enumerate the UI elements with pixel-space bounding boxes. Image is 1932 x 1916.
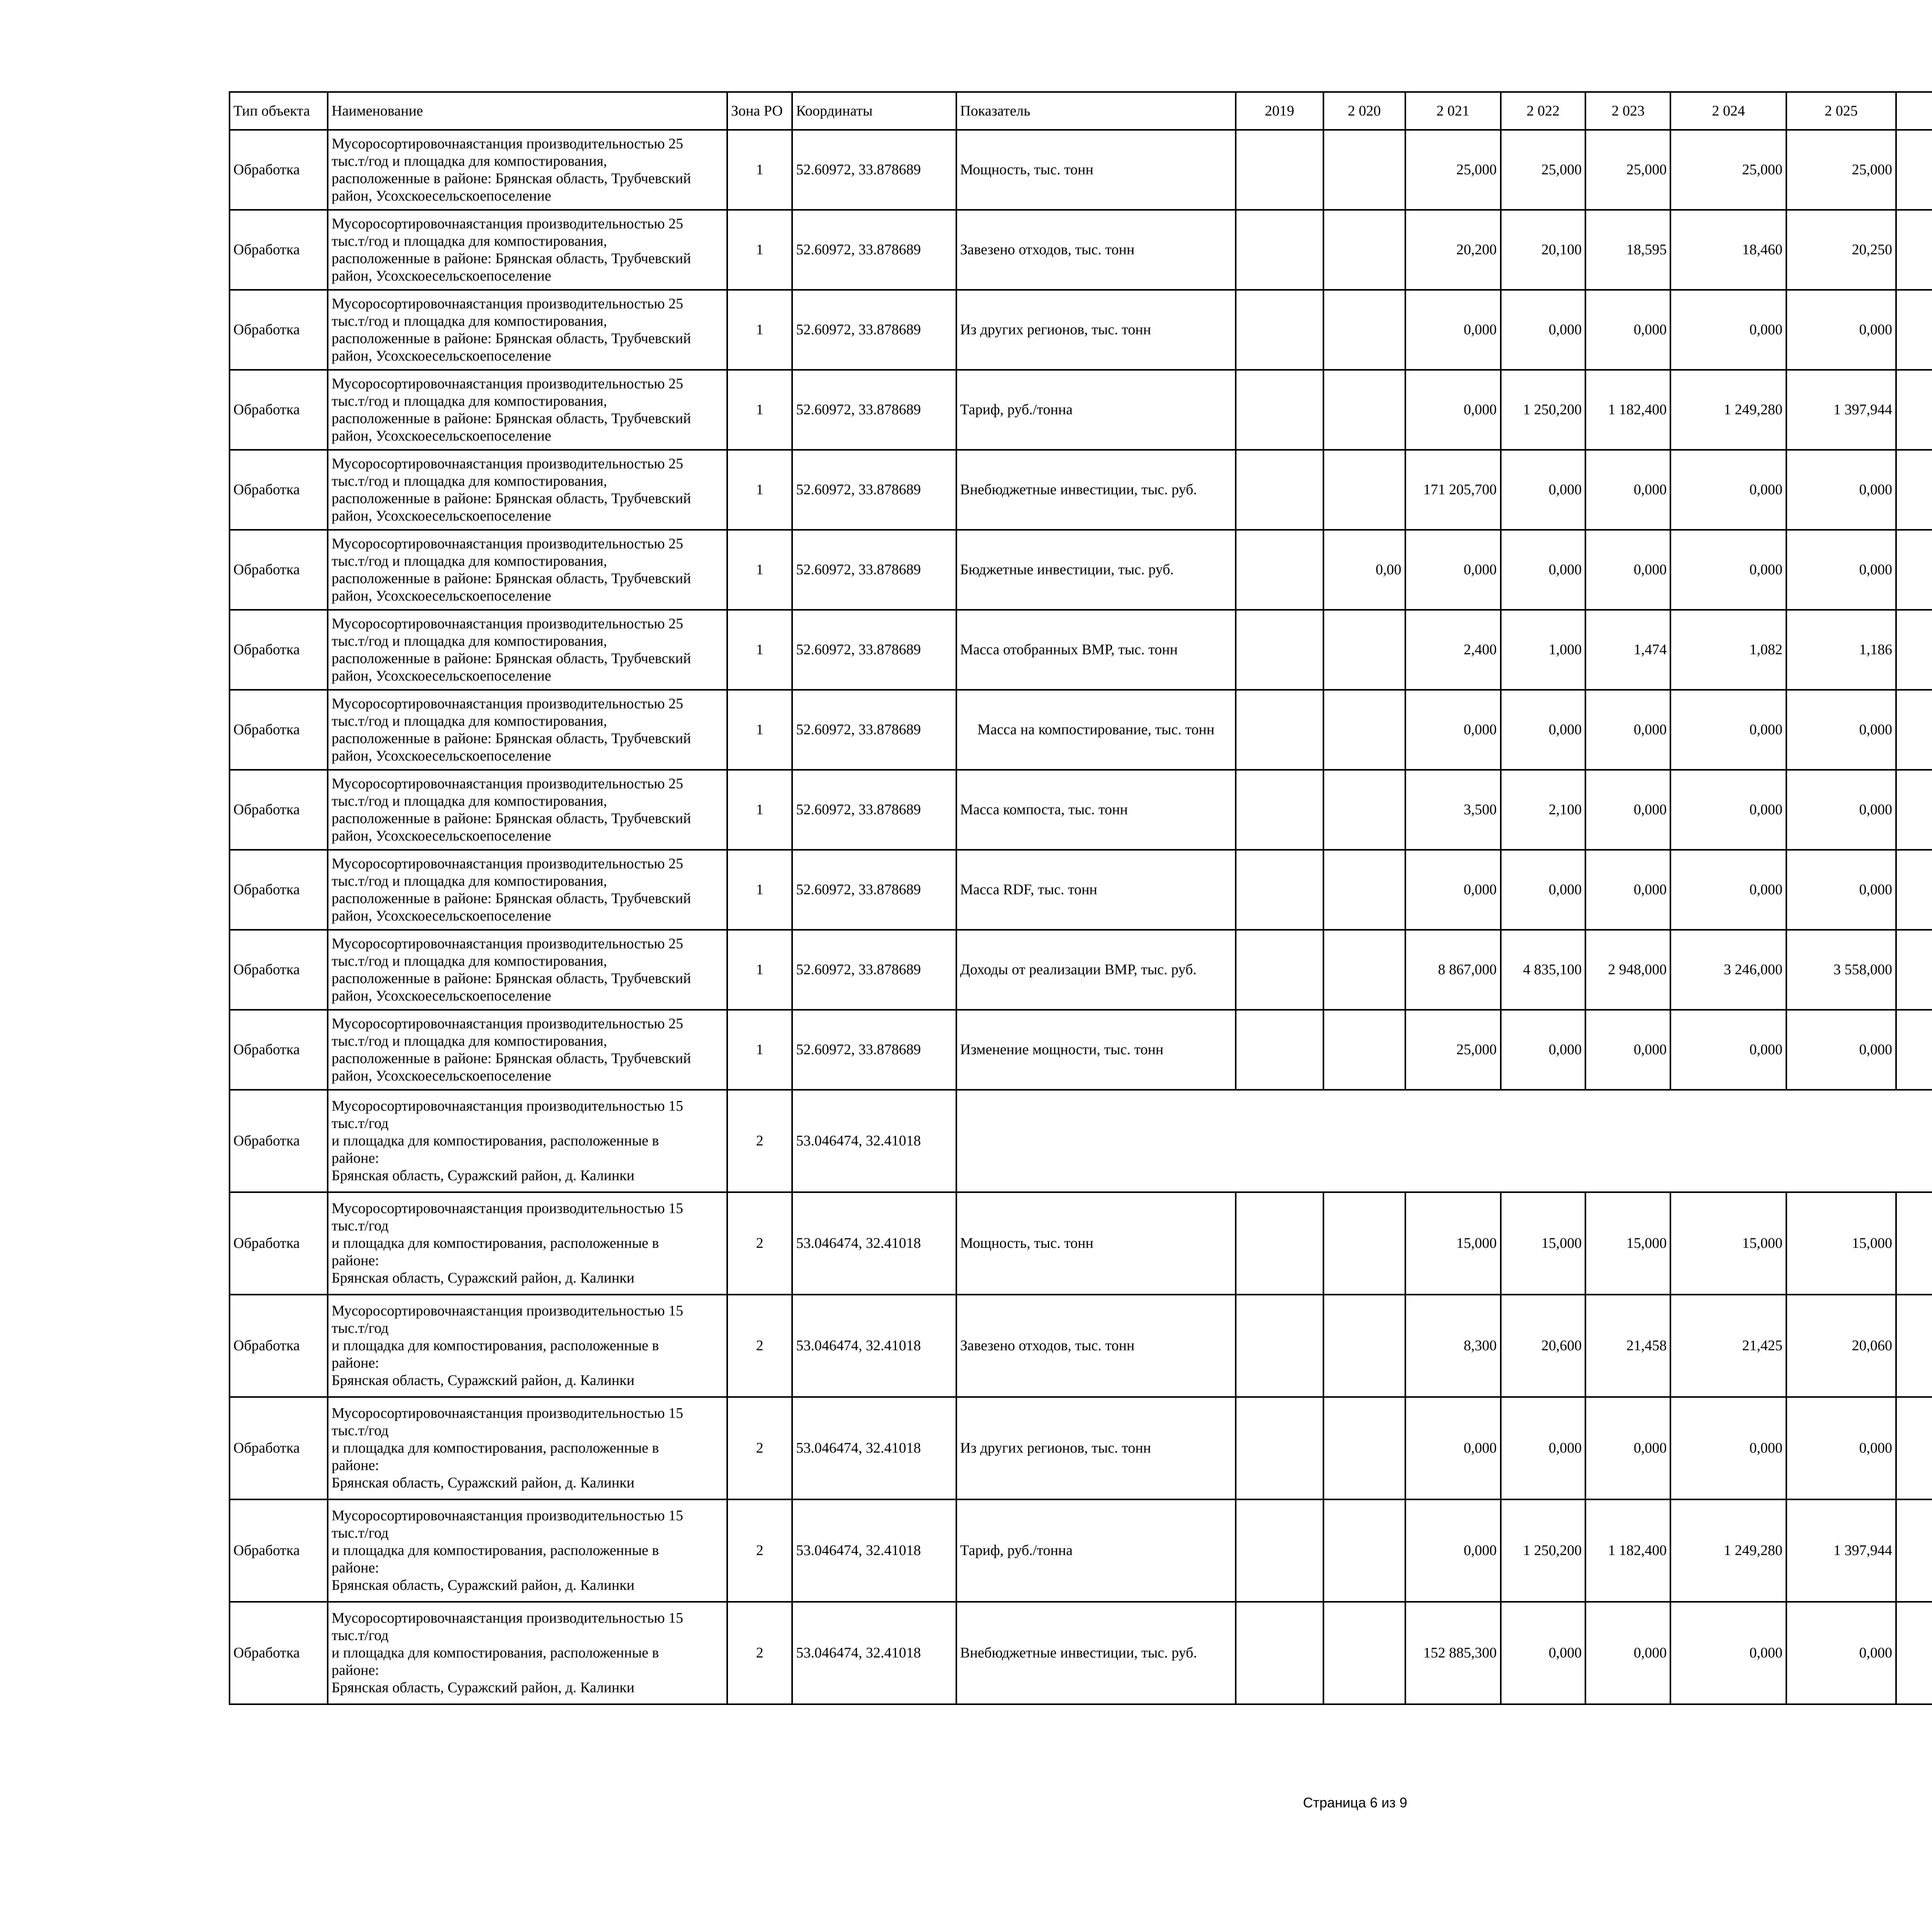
zone-cell: 1 <box>727 210 792 290</box>
value-cell: 21,425 <box>1670 1295 1786 1397</box>
object-type-cell: Обработка <box>230 1192 328 1295</box>
value-cell: 0,000 <box>1786 450 1896 530</box>
value-cell: 0,000 <box>1405 530 1501 610</box>
value-cell <box>1236 770 1323 850</box>
value-cell: 0,000 <box>1405 370 1501 450</box>
value-cell <box>1896 1499 1932 1602</box>
value-cell <box>1323 930 1405 1010</box>
value-cell <box>1236 1295 1323 1397</box>
value-cell <box>1896 850 1932 930</box>
table-row <box>230 530 1932 610</box>
coordinates-cell: 52.60972, 33.878689 <box>792 1010 956 1090</box>
value-cell: 15,000 <box>1670 1192 1786 1295</box>
zone-cell: 2 <box>727 1499 792 1602</box>
value-cell: 1 397,944 <box>1786 370 1896 450</box>
table-row <box>230 1602 1932 1704</box>
zone-cell: 2 <box>727 1192 792 1295</box>
object-type-cell: Обработка <box>230 210 328 290</box>
value-cell: 2,100 <box>1501 770 1586 850</box>
object-type-cell: Обработка <box>230 1499 328 1602</box>
col-header-year: 2019 <box>1236 92 1323 130</box>
col-header-coords: Координаты <box>792 92 956 130</box>
object-type-cell: Обработка <box>230 130 328 210</box>
value-cell: 0,000 <box>1786 770 1896 850</box>
value-cell: 20,100 <box>1501 210 1586 290</box>
value-cell: 0,000 <box>1585 530 1670 610</box>
table-row <box>230 1090 1932 1192</box>
value-cell <box>1896 450 1932 530</box>
value-cell <box>1236 610 1323 690</box>
zone-cell: 2 <box>727 1295 792 1397</box>
value-cell: 1 182,400 <box>1585 370 1670 450</box>
value-cell: 0,000 <box>1585 450 1670 530</box>
value-cell: 2 948,000 <box>1585 930 1670 1010</box>
object-type-cell: Обработка <box>230 770 328 850</box>
value-cell: 0,000 <box>1786 850 1896 930</box>
value-cell <box>1236 1010 1323 1090</box>
value-cell: 15,000 <box>1501 1192 1586 1295</box>
value-cell: 1 250,200 <box>1501 370 1586 450</box>
value-cell: 0,000 <box>1585 1602 1670 1704</box>
value-cell: 20,060 <box>1786 1295 1896 1397</box>
indicator-cell: Масса компоста, тыс. тонн <box>956 770 1236 850</box>
object-type-cell: Обработка <box>230 850 328 930</box>
value-cell: 3,500 <box>1405 770 1501 850</box>
value-cell: 0,000 <box>1670 1602 1786 1704</box>
value-cell <box>1236 370 1323 450</box>
indicator-cell: Масса отобранных ВМР, тыс. тонн <box>956 610 1236 690</box>
indicator-cell: Тариф, руб./тонна <box>956 370 1236 450</box>
value-cell: 25,000 <box>1585 130 1670 210</box>
value-cell: 25,000 <box>1405 130 1501 210</box>
value-cell: 0,000 <box>1501 530 1586 610</box>
object-type-cell: Обработка <box>230 1295 328 1397</box>
indicator-cell: Изменение мощности, тыс. тонн <box>956 1010 1236 1090</box>
value-cell: 0,000 <box>1786 1397 1896 1499</box>
value-cell: 0,000 <box>1786 1602 1896 1704</box>
value-cell <box>1896 1397 1932 1499</box>
value-cell: 15,000 <box>1405 1192 1501 1295</box>
value-cell <box>1236 130 1323 210</box>
value-cell: 0,000 <box>1786 690 1896 770</box>
value-cell: 0,000 <box>1585 1010 1670 1090</box>
object-name-cell: Мусоросортировочнаястанция производительностью 25 тыс.т/год и площадка для компостирования, расположенные в районе: Брянская область, Трубчевский район, Усохскоесельскоепоселение <box>328 450 727 530</box>
value-cell: 0,000 <box>1585 690 1670 770</box>
value-cell <box>1236 210 1323 290</box>
object-name-cell: Мусоросортировочнаястанция производительностью 25 тыс.т/год и площадка для компостирования, расположенные в районе: Брянская область, Трубчевский район, Усохскоесельскоепоселение <box>328 290 727 370</box>
value-cell <box>1896 1192 1932 1295</box>
table-row <box>230 1192 1932 1295</box>
table-row <box>230 210 1932 290</box>
value-cell: 1 249,280 <box>1670 370 1786 450</box>
value-cell: 1 397,944 <box>1786 1499 1896 1602</box>
value-cell: 8 867,000 <box>1405 930 1501 1010</box>
table-row <box>230 130 1932 210</box>
zone-cell: 1 <box>727 770 792 850</box>
value-cell <box>1896 1010 1932 1090</box>
coordinates-cell: 52.60972, 33.878689 <box>792 850 956 930</box>
table-row <box>230 290 1932 370</box>
value-cell <box>1323 770 1405 850</box>
value-cell: 0,000 <box>1585 290 1670 370</box>
col-header-zone: Зона РО <box>727 92 792 130</box>
value-cell: 18,595 <box>1585 210 1670 290</box>
value-cell: 0,00 <box>1323 530 1405 610</box>
value-cell: 8,300 <box>1405 1295 1501 1397</box>
value-cell <box>1236 930 1323 1010</box>
coordinates-cell: 52.60972, 33.878689 <box>792 210 956 290</box>
object-type-cell: Обработка <box>230 930 328 1010</box>
table-row <box>230 610 1932 690</box>
col-header-year: 2 021 <box>1405 92 1501 130</box>
value-cell: 171 205,700 <box>1405 450 1501 530</box>
value-cell <box>1323 210 1405 290</box>
indicator-cell: Масса RDF, тыс. тонн <box>956 850 1236 930</box>
value-cell <box>1896 1295 1932 1397</box>
value-cell: 25,000 <box>1786 130 1896 210</box>
object-type-cell: Обработка <box>230 1602 328 1704</box>
value-cell: 0,000 <box>1670 850 1786 930</box>
value-cell <box>1236 1602 1323 1704</box>
value-cell: 21,458 <box>1585 1295 1670 1397</box>
object-name-cell: Мусоросортировочнаястанция производительностью 15 тыс.т/год и площадка для компостирования, расположенные в районе: Брянская область, Суражский район, д. Калинки <box>328 1397 727 1499</box>
table-row <box>230 690 1932 770</box>
value-cell: 0,000 <box>1670 530 1786 610</box>
coordinates-cell: 52.60972, 33.878689 <box>792 370 956 450</box>
indicator-cell: Мощность, тыс. тонн <box>956 1192 1236 1295</box>
value-cell: 1 250,200 <box>1501 1499 1586 1602</box>
value-cell: 20,200 <box>1405 210 1501 290</box>
object-name-cell: Мусоросортировочнаястанция производительностью 15 тыс.т/год и площадка для компостирования, расположенные в районе: Брянская область, Суражский район, д. Калинки <box>328 1090 727 1192</box>
value-cell: 0,000 <box>1670 770 1786 850</box>
object-name-cell: Мусоросортировочнаястанция производительностью 25 тыс.т/год и площадка для компостирования, расположенные в районе: Брянская область, Трубчевский район, Усохскоесельскоепоселение <box>328 690 727 770</box>
value-cell <box>1323 690 1405 770</box>
value-cell <box>1236 290 1323 370</box>
col-header-year: 2 020 <box>1323 92 1405 130</box>
value-cell <box>1323 850 1405 930</box>
value-cell: 0,000 <box>1585 1397 1670 1499</box>
value-cell <box>1323 290 1405 370</box>
value-cell: 0,000 <box>1405 290 1501 370</box>
coordinates-cell: 53.046474, 32.41018 <box>792 1295 956 1397</box>
value-cell: 18,460 <box>1670 210 1786 290</box>
value-cell: 0,000 <box>1405 690 1501 770</box>
value-cell: 1,186 <box>1786 610 1896 690</box>
indicator-cell: Мощность, тыс. тонн <box>956 130 1236 210</box>
value-cell <box>1323 1602 1405 1704</box>
zone-cell: 1 <box>727 370 792 450</box>
header-row <box>230 92 1932 130</box>
object-name-cell: Мусоросортировочнаястанция производительностью 15 тыс.т/год и площадка для компостирования, расположенные в районе: Брянская область, Суражский район, д. Калинки <box>328 1602 727 1704</box>
object-type-cell: Обработка <box>230 530 328 610</box>
table-row <box>230 1295 1932 1397</box>
value-cell <box>1323 1499 1405 1602</box>
table-row <box>230 930 1932 1010</box>
value-cell <box>1323 1010 1405 1090</box>
value-cell: 0,000 <box>1585 770 1670 850</box>
zone-cell: 1 <box>727 610 792 690</box>
object-name-cell: Мусоросортировочнаястанция производительностью 25 тыс.т/год и площадка для компостирования, расположенные в районе: Брянская область, Трубчевский район, Усохскоесельскоепоселение <box>328 770 727 850</box>
object-name-cell: Мусоросортировочнаястанция производительностью 15 тыс.т/год и площадка для компостирования, расположенные в районе: Брянская область, Суражский район, д. Калинки <box>328 1192 727 1295</box>
object-name-cell: Мусоросортировочнаястанция производительностью 25 тыс.т/год и площадка для компостирования, расположенные в районе: Брянская область, Трубчевский район, Усохскоесельскоепоселение <box>328 1010 727 1090</box>
table-row <box>230 770 1932 850</box>
object-type-cell: Обработка <box>230 1010 328 1090</box>
zone-cell: 2 <box>727 1090 792 1192</box>
value-cell: 4 835,100 <box>1501 930 1586 1010</box>
indicator-cell: Доходы от реализации ВМР, тыс. руб. <box>956 930 1236 1010</box>
value-cell: 25,000 <box>1670 130 1786 210</box>
value-cell: 25,000 <box>1405 1010 1501 1090</box>
coordinates-cell: 52.60972, 33.878689 <box>792 290 956 370</box>
indicator-cell: Внебюджетные инвестиции, тыс. руб. <box>956 450 1236 530</box>
zone-cell: 1 <box>727 850 792 930</box>
value-cell <box>1896 1602 1932 1704</box>
value-cell: 0,000 <box>1501 290 1586 370</box>
object-type-cell: Обработка <box>230 290 328 370</box>
coordinates-cell: 53.046474, 32.41018 <box>792 1090 956 1192</box>
indicator-cell: Масса на компостирование, тыс. тонн <box>956 690 1236 770</box>
value-cell <box>1896 210 1932 290</box>
col-header-name: Наименование <box>328 92 727 130</box>
value-cell: 15,000 <box>1786 1192 1896 1295</box>
value-cell <box>1323 450 1405 530</box>
object-name-cell: Мусоросортировочнаястанция производительностью 15 тыс.т/год и площадка для компостирования, расположенные в районе: Брянская область, Суражский район, д. Калинки <box>328 1499 727 1602</box>
value-cell: 0,000 <box>1670 1010 1786 1090</box>
value-cell: 1,082 <box>1670 610 1786 690</box>
col-header-indicator: Показатель <box>956 92 1236 130</box>
value-cell <box>1896 370 1932 450</box>
coordinates-cell: 53.046474, 32.41018 <box>792 1192 956 1295</box>
value-cell: 20,600 <box>1501 1295 1586 1397</box>
zone-cell: 1 <box>727 450 792 530</box>
value-cell: 0,000 <box>1670 450 1786 530</box>
object-name-cell: Мусоросортировочнаястанция производительностью 15 тыс.т/год и площадка для компостирования, расположенные в районе: Брянская область, Суражский район, д. Калинки <box>328 1295 727 1397</box>
table-row <box>230 370 1932 450</box>
zone-cell: 2 <box>727 1602 792 1704</box>
coordinates-cell: 52.60972, 33.878689 <box>792 530 956 610</box>
table-row <box>230 1010 1932 1090</box>
indicator-cell: Завезено отходов, тыс. тонн <box>956 1295 1236 1397</box>
value-cell: 0,000 <box>1670 1397 1786 1499</box>
col-header-year: 2 024 <box>1670 92 1786 130</box>
value-cell: 0,000 <box>1501 1010 1586 1090</box>
object-name-cell: Мусоросортировочнаястанция производительностью 25 тыс.т/год и площадка для компостирования, расположенные в районе: Брянская область, Трубчевский район, Усохскоесельскоепоселение <box>328 210 727 290</box>
value-cell: 1,000 <box>1501 610 1586 690</box>
value-cell <box>1896 290 1932 370</box>
coordinates-cell: 52.60972, 33.878689 <box>792 610 956 690</box>
value-cell: 0,000 <box>1670 290 1786 370</box>
value-cell <box>1896 690 1932 770</box>
table-body <box>230 130 1932 1704</box>
empty-merged-cell <box>956 1090 1932 1192</box>
value-cell <box>1896 610 1932 690</box>
value-cell: 0,000 <box>1585 850 1670 930</box>
indicator-cell: Внебюджетные инвестиции, тыс. руб. <box>956 1602 1236 1704</box>
value-cell <box>1323 1192 1405 1295</box>
col-header-year: 2 025 <box>1786 92 1896 130</box>
table-row <box>230 450 1932 530</box>
value-cell <box>1896 770 1932 850</box>
object-name-cell: Мусоросортировочнаястанция производительностью 25 тыс.т/год и площадка для компостирования, расположенные в районе: Брянская область, Трубчевский район, Усохскоесельскоепоселение <box>328 930 727 1010</box>
value-cell <box>1896 930 1932 1010</box>
value-cell <box>1323 610 1405 690</box>
value-cell <box>1236 690 1323 770</box>
object-type-cell: Обработка <box>230 370 328 450</box>
zone-cell: 1 <box>727 690 792 770</box>
zone-cell: 1 <box>727 930 792 1010</box>
value-cell <box>1896 130 1932 210</box>
coordinates-cell: 52.60972, 33.878689 <box>792 450 956 530</box>
indicator-cell: Тариф, руб./тонна <box>956 1499 1236 1602</box>
indicator-cell: Из других регионов, тыс. тонн <box>956 290 1236 370</box>
col-header-year: 2 022 <box>1501 92 1586 130</box>
object-type-cell: Обработка <box>230 1397 328 1499</box>
object-type-cell: Обработка <box>230 450 328 530</box>
table-row <box>230 1397 1932 1499</box>
coordinates-cell: 53.046474, 32.41018 <box>792 1397 956 1499</box>
value-cell: 0,000 <box>1501 850 1586 930</box>
value-cell: 0,000 <box>1501 690 1586 770</box>
value-cell <box>1236 1499 1323 1602</box>
zone-cell: 1 <box>727 530 792 610</box>
indicator-cell: Завезено отходов, тыс. тонн <box>956 210 1236 290</box>
value-cell: 0,000 <box>1405 1397 1501 1499</box>
value-cell <box>1236 1192 1323 1295</box>
value-cell: 0,000 <box>1501 1602 1586 1704</box>
zone-cell: 1 <box>727 1010 792 1090</box>
value-cell: 2,400 <box>1405 610 1501 690</box>
value-cell: 15,000 <box>1585 1192 1670 1295</box>
value-cell: 20,250 <box>1786 210 1896 290</box>
value-cell: 0,000 <box>1786 530 1896 610</box>
value-cell <box>1323 370 1405 450</box>
value-cell <box>1323 1397 1405 1499</box>
value-cell: 0,000 <box>1786 1010 1896 1090</box>
value-cell: 0,000 <box>1405 850 1501 930</box>
object-name-cell: Мусоросортировочнаястанция производительностью 25 тыс.т/год и площадка для компостирования, расположенные в районе: Брянская область, Трубчевский район, Усохскоесельскоепоселение <box>328 370 727 450</box>
object-name-cell: Мусоросортировочнаястанция производительностью 25 тыс.т/год и площадка для компостирования, расположенные в районе: Брянская область, Трубчевский район, Усохскоесельскоепоселение <box>328 130 727 210</box>
col-header-year <box>1896 92 1932 130</box>
value-cell: 1,474 <box>1585 610 1670 690</box>
object-type-cell: Обработка <box>230 690 328 770</box>
coordinates-cell: 52.60972, 33.878689 <box>792 770 956 850</box>
col-header-year: 2 023 <box>1585 92 1670 130</box>
value-cell: 3 246,000 <box>1670 930 1786 1010</box>
indicator-cell: Бюджетные инвестиции, тыс. руб. <box>956 530 1236 610</box>
zone-cell: 1 <box>727 290 792 370</box>
coordinates-cell: 53.046474, 32.41018 <box>792 1499 956 1602</box>
data-table <box>229 91 1932 1705</box>
indicator-cell: Из других регионов, тыс. тонн <box>956 1397 1236 1499</box>
coordinates-cell: 52.60972, 33.878689 <box>792 130 956 210</box>
value-cell: 0,000 <box>1501 450 1586 530</box>
table-row <box>230 1499 1932 1602</box>
value-cell: 0,000 <box>1670 690 1786 770</box>
value-cell <box>1236 1397 1323 1499</box>
value-cell: 3 558,000 <box>1786 930 1896 1010</box>
value-cell: 0,000 <box>1405 1499 1501 1602</box>
value-cell <box>1236 450 1323 530</box>
value-cell: 1 182,400 <box>1585 1499 1670 1602</box>
coordinates-cell: 52.60972, 33.878689 <box>792 930 956 1010</box>
table-row <box>230 850 1932 930</box>
object-name-cell: Мусоросортировочнаястанция производительностью 25 тыс.т/год и площадка для компостирования, расположенные в районе: Брянская область, Трубчевский район, Усохскоесельскоепоселение <box>328 530 727 610</box>
value-cell: 0,000 <box>1786 290 1896 370</box>
value-cell <box>1896 530 1932 610</box>
object-name-cell: Мусоросортировочнаястанция производительностью 25 тыс.т/год и площадка для компостирования, расположенные в районе: Брянская область, Трубчевский район, Усохскоесельскоепоселение <box>328 610 727 690</box>
value-cell: 152 885,300 <box>1405 1602 1501 1704</box>
coordinates-cell: 53.046474, 32.41018 <box>792 1602 956 1704</box>
object-type-cell: Обработка <box>230 1090 328 1192</box>
col-header-type: Тип объекта <box>230 92 328 130</box>
object-name-cell: Мусоросортировочнаястанция производительностью 25 тыс.т/год и площадка для компостирования, расположенные в районе: Брянская область, Трубчевский район, Усохскоесельскоепоселение <box>328 850 727 930</box>
value-cell <box>1323 1295 1405 1397</box>
value-cell <box>1236 850 1323 930</box>
zone-cell: 1 <box>727 130 792 210</box>
object-type-cell: Обработка <box>230 610 328 690</box>
value-cell: 0,000 <box>1501 1397 1586 1499</box>
value-cell: 25,000 <box>1501 130 1586 210</box>
value-cell <box>1236 530 1323 610</box>
page-number: Страница 6 из 9 <box>1303 1795 1407 1811</box>
zone-cell: 2 <box>727 1397 792 1499</box>
coordinates-cell: 52.60972, 33.878689 <box>792 690 956 770</box>
value-cell <box>1323 130 1405 210</box>
value-cell: 1 249,280 <box>1670 1499 1786 1602</box>
